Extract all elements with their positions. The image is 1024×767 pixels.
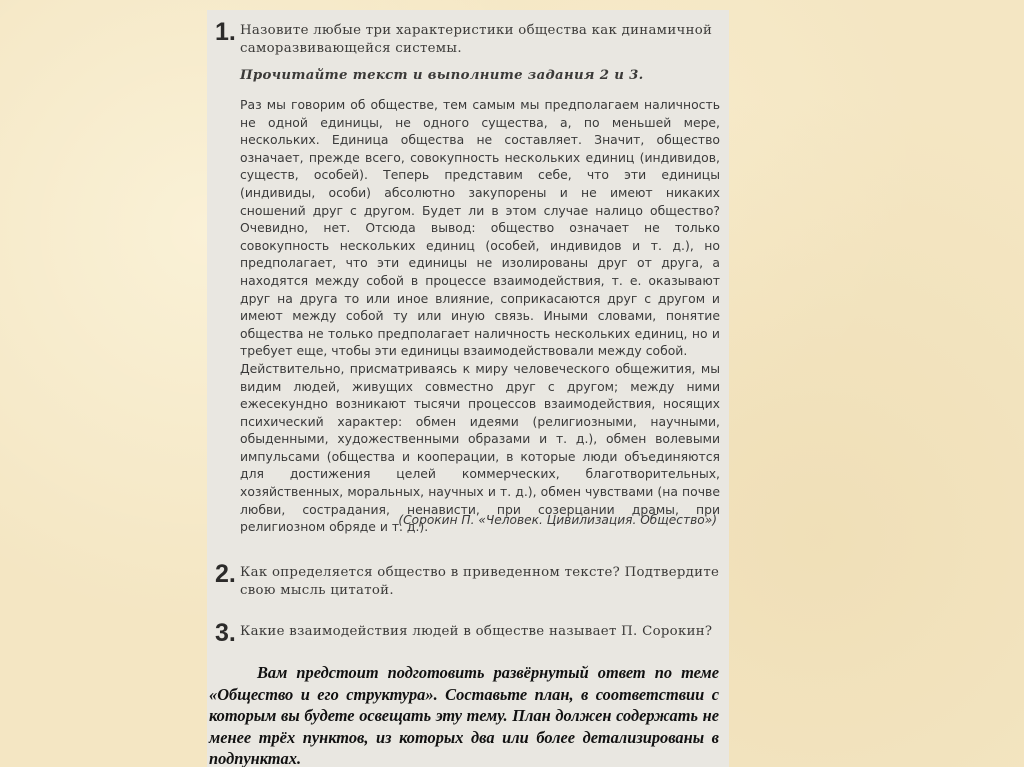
task-3-text: Какие взаимодействия людей в обществе называет П. Сорокин? — [240, 624, 713, 639]
passage-source: (Сорокин П. «Человек. Цивилизация. Общество») — [398, 513, 717, 527]
task-2-number: 2. — [215, 560, 236, 588]
task-3 — [215, 619, 721, 647]
task-1-number: 1. — [215, 18, 236, 46]
task-2-text: Как определяется общество в приведенном тексте? Подтвердите свою мысль цитатой. — [240, 565, 720, 598]
source-passage — [240, 96, 720, 536]
task-1-text: Назовите любые три характеристики общества как динамичной саморазвивающейся системы. — [240, 23, 713, 56]
task-2 — [215, 560, 721, 600]
passage-paragraph-2: Действительно, присматриваясь к миру человеческого общежития, мы видим людей, живущих совместно друг с другом; между ними ежесекундно возникают тысячи процессов взаимодействия, носящих психический характер: обмен идеями (религиозными, научными, обыденными, художественными образами и т. д.), обмен волевыми импульсами (общества и кооперации, в которые люди объединяются для достижения целей коммерческих, благотворительных, хозяйственных, моральных, научных и т. д.), обмен чувствами (на почве любви, сострадания, ненависти, при созерцании драмы, при религиозном обряде и т. д.). — [240, 360, 720, 535]
task-3-number: 3. — [215, 619, 236, 647]
passage-paragraph-1: Раз мы говорим об обществе, тем самым мы предполагаем наличность не одной единицы, не одного существа, а, по меньшей мере, нескольких. Единица общества не составляет. Значит, общество означает, прежде всего, совокупность нескольких единиц (индивидов, существ, особей). Теперь представим себе, что эти единицы (индивиды, особи) абсолютно закупорены и не имеют никаких сношений друг с другом. Будет ли в этом случае налицо общество? Очевидно, нет. Отсюда вывод: общество означает не только совокупность нескольких единиц (особей, индивидов и т. д.), но предполагает, что эти единицы не изолированы друг от друга, а находятся между собой в процессе взаимодействия, т. е. оказывают друг на друга то или иное влияние, соприкасаются друг с другом и имеют между собой ту или иную связь. Иными словами, понятие общества не только предполагает наличность нескольких единиц, но и требует еще, чтобы эти единицы взаимодействовали между собой. — [240, 97, 720, 359]
task-1 — [215, 18, 721, 58]
essay-assignment: Вам предстоит подготовить развёрнутый ответ по теме «Общество и его структура». Составьте план, в соответствии с которым вы будете освещать эту тему. План должен содержать не менее трёх пунктов, из которых два или более детализированы в подпунктах. — [209, 663, 719, 767]
reading-instruction: Прочитайте текст и выполните задания 2 и 3. — [240, 68, 644, 83]
textbook-page — [207, 10, 729, 767]
